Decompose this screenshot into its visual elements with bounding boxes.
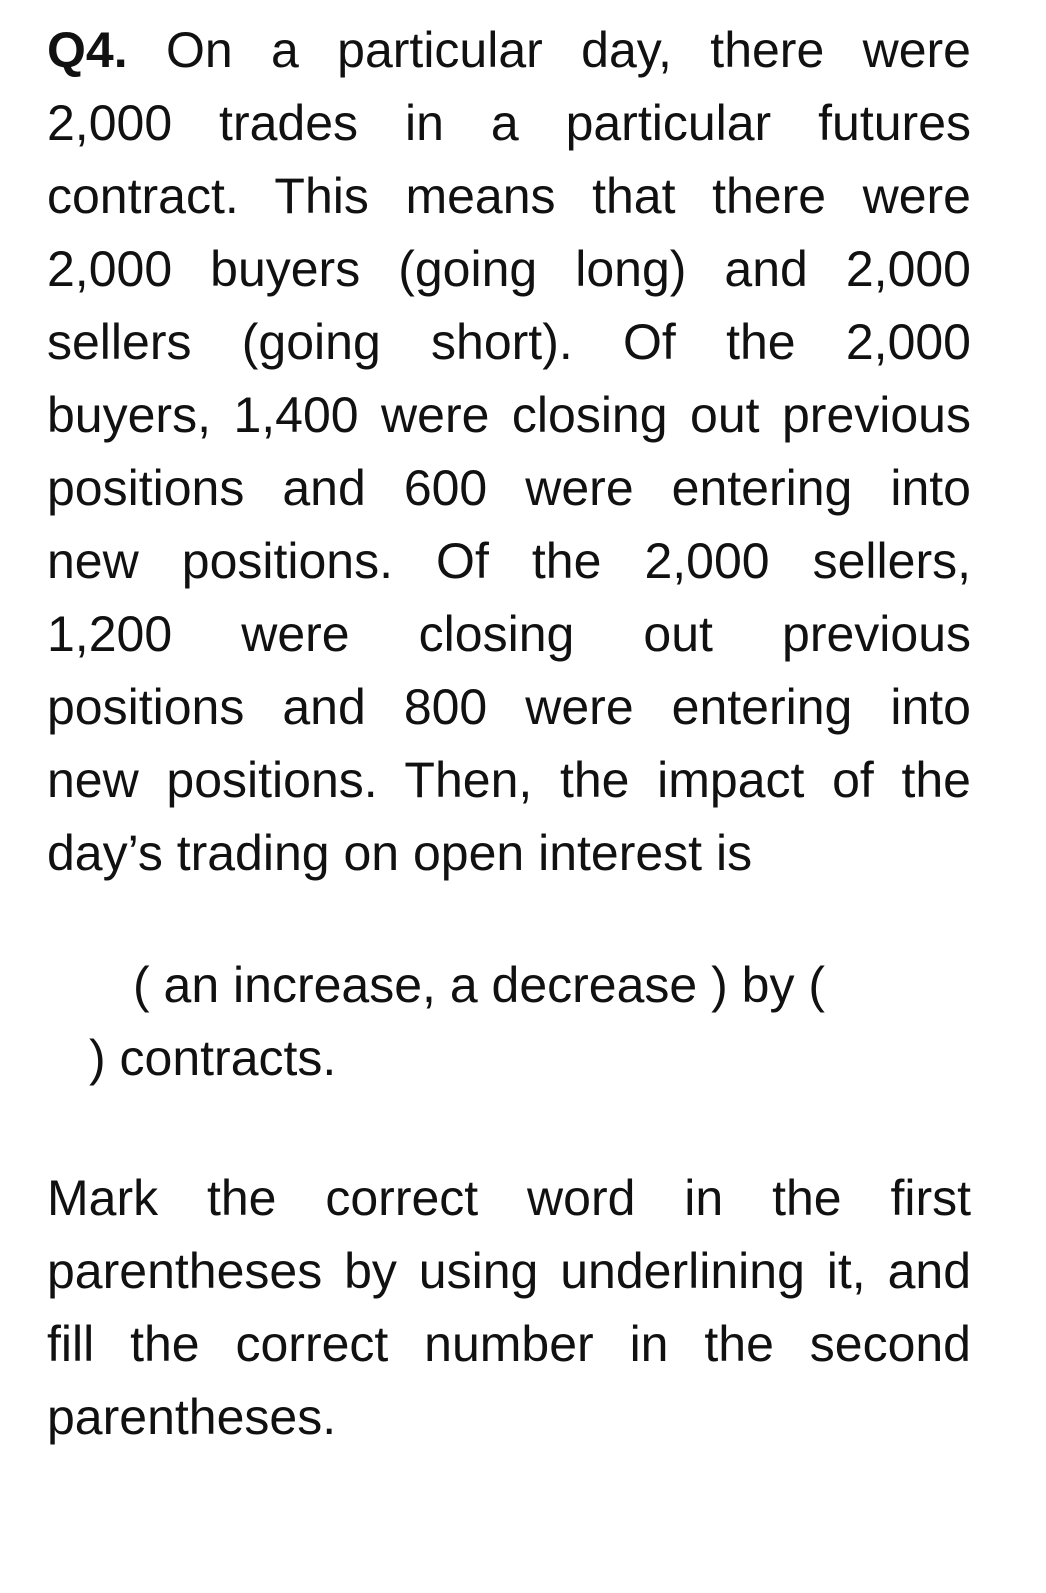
question-line-2: 2,000 trades in a particular futures xyxy=(47,95,971,151)
instruction-line-1: Mark the correct word in the first xyxy=(47,1170,971,1226)
question-line-9: 1,200 were closing out previous xyxy=(47,606,971,662)
answer-options-line-2: ) contracts. xyxy=(89,1030,337,1086)
instruction-line-3: fill the correct number in the second xyxy=(47,1316,971,1372)
question-text xyxy=(47,14,971,890)
instruction-line-4: parentheses. xyxy=(47,1389,337,1445)
question-line-1: Q4. On a particular day, there were xyxy=(47,22,971,78)
question-line-4: 2,000 buyers (going long) and 2,000 xyxy=(47,241,971,297)
question-line-10: positions and 800 were entering into xyxy=(47,679,971,735)
question-line-6: buyers, 1,400 were closing out previous xyxy=(47,387,971,443)
question-line-11: new positions. Then, the impact of the xyxy=(47,752,971,808)
answer-options xyxy=(47,949,971,1095)
question-line-7: positions and 600 were entering into xyxy=(47,460,971,516)
instruction-text xyxy=(47,1162,971,1454)
question-line-8: new positions. Of the 2,000 sellers, xyxy=(47,533,971,589)
question-line-12: day’s trading on open interest is xyxy=(47,825,753,881)
instruction-line-2: parentheses by using underlining it, and xyxy=(47,1243,971,1299)
question-number: Q4. xyxy=(47,22,128,78)
answer-options-line-1: ( an increase, a decrease ) by ( xyxy=(133,957,825,1013)
question-line-5: sellers (going short). Of the 2,000 xyxy=(47,314,971,370)
question-line-3: contract. This means that there were xyxy=(47,168,971,224)
